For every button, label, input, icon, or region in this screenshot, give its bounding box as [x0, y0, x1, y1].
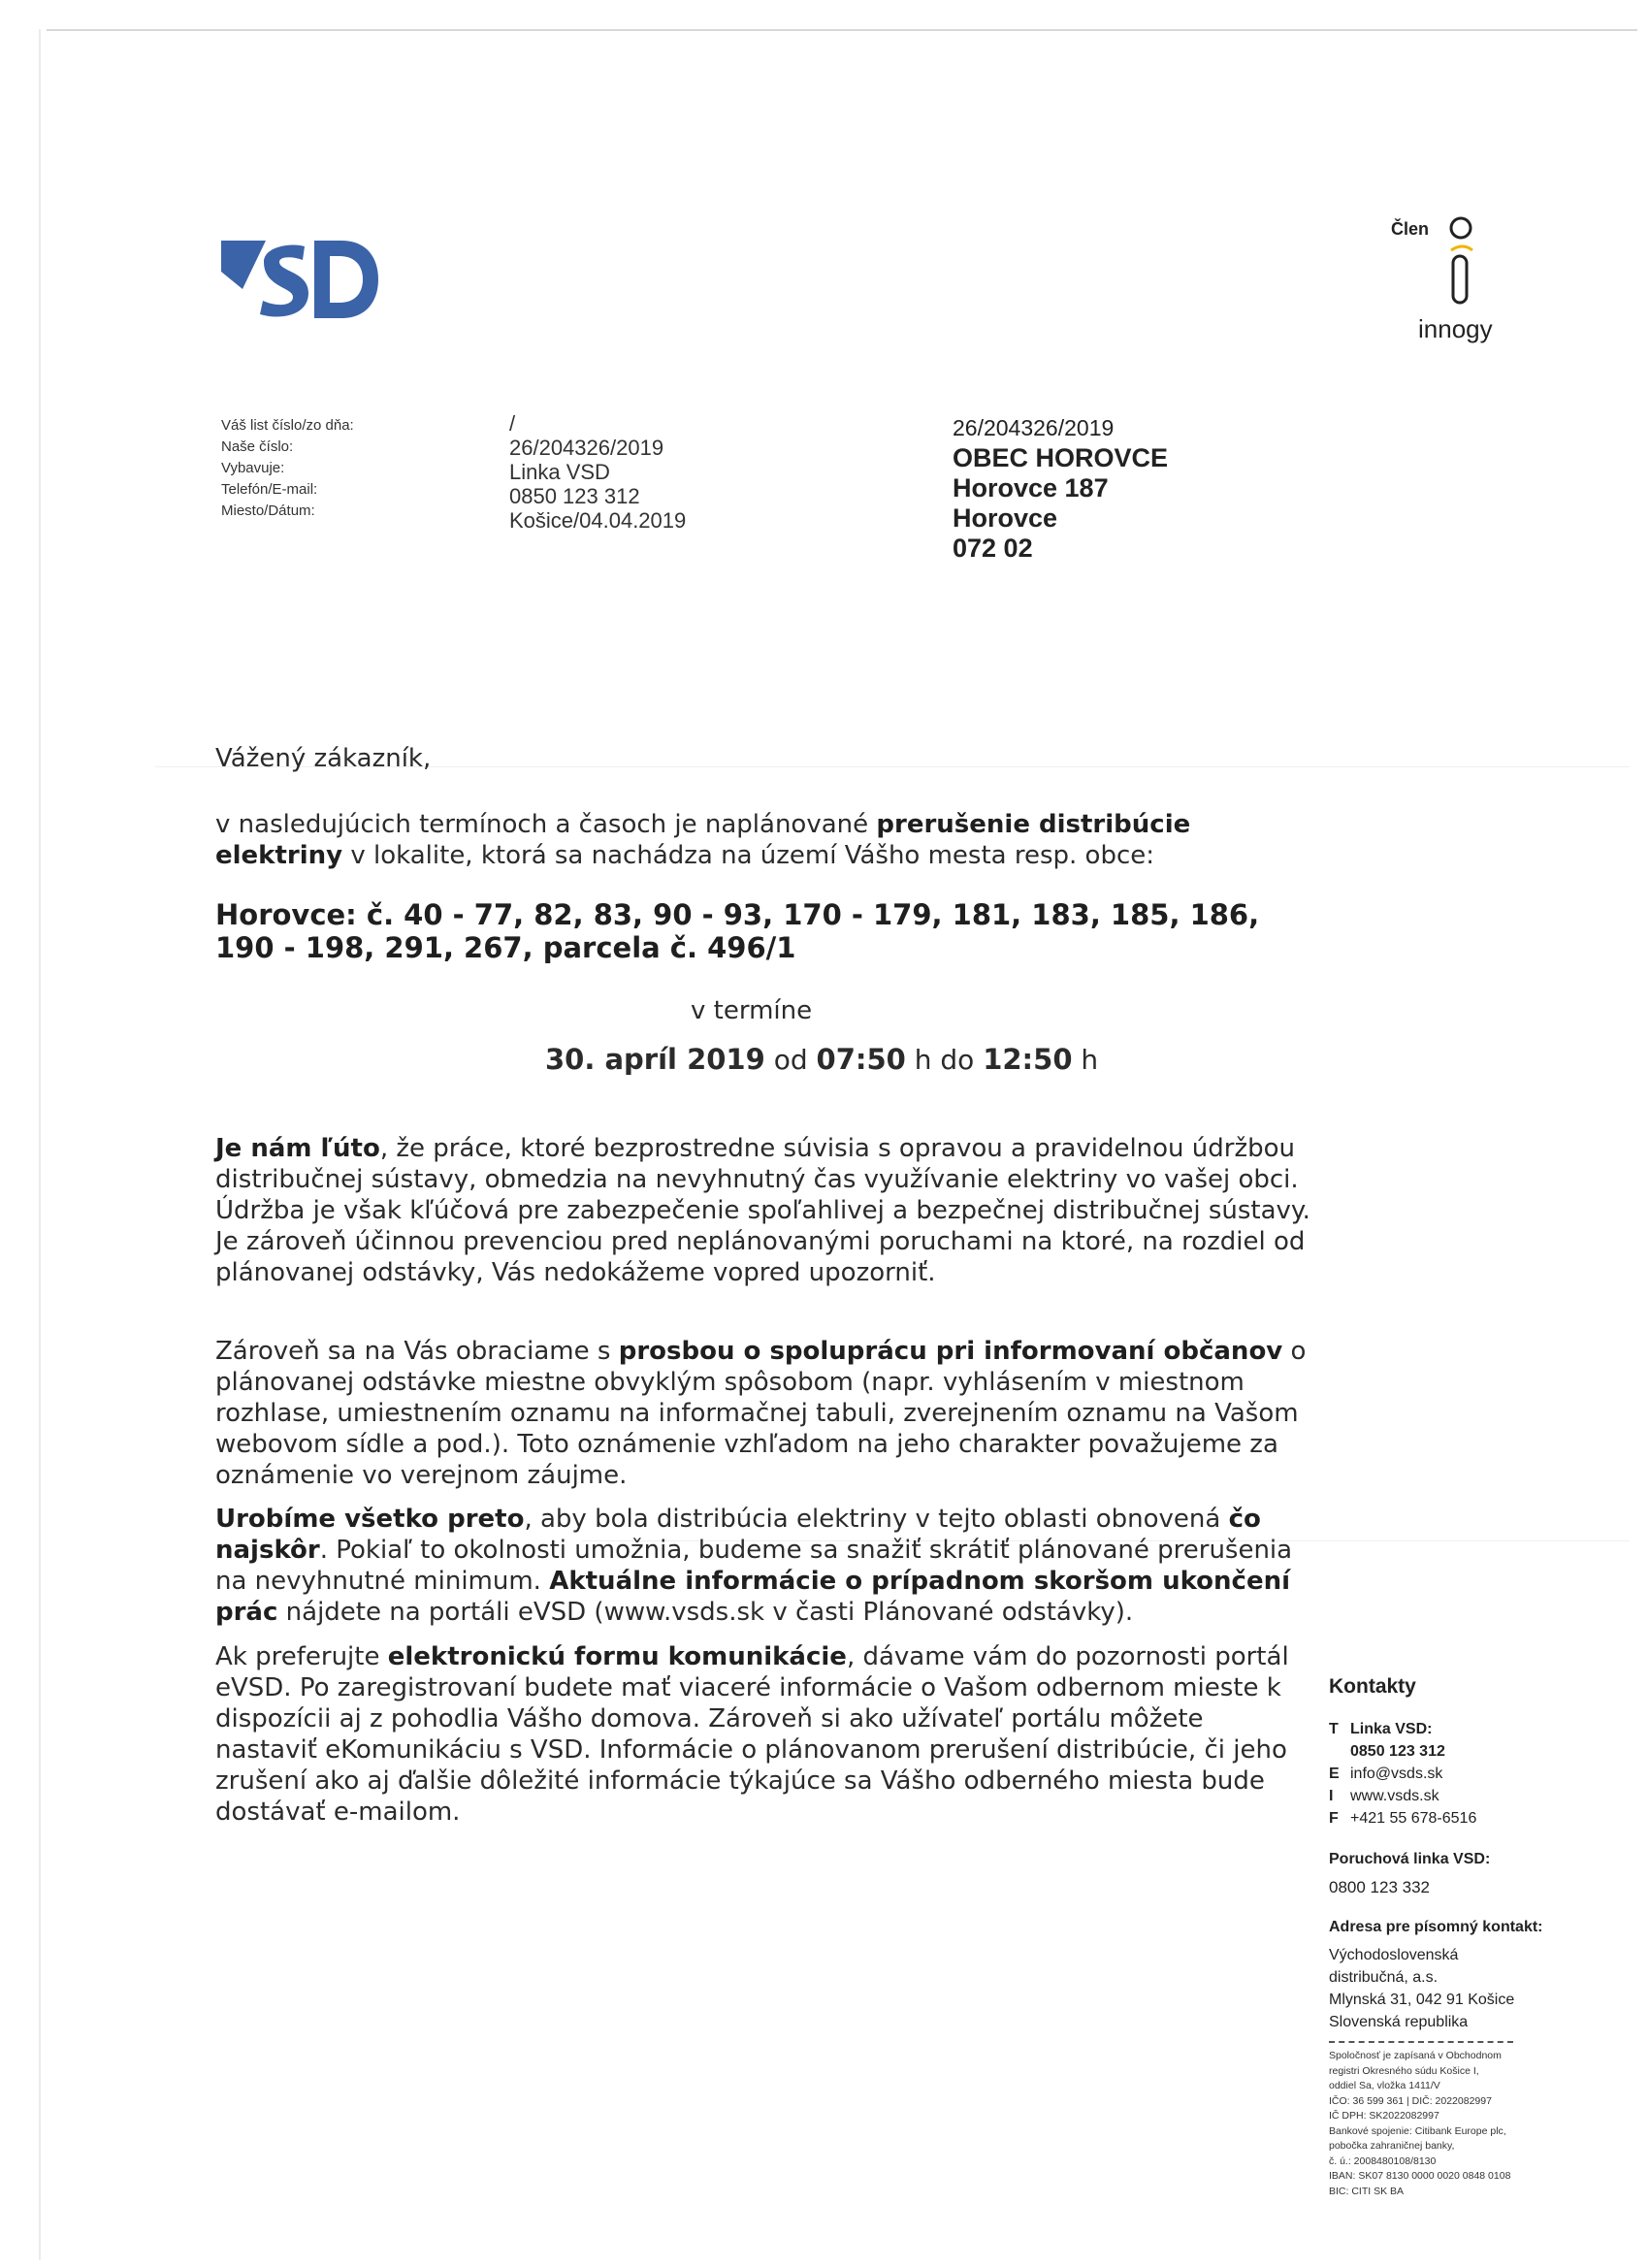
innogy-wordmark: innogy: [1418, 314, 1493, 343]
text-run: v lokalite, ktorá sa nachádza na území Vášho mesta resp. obce:: [342, 841, 1155, 870]
contact-key: I: [1329, 1788, 1334, 1804]
ref-value: Linka VSD: [509, 460, 610, 484]
text-run: , že práce, ktoré bezprostredne súvisia s opravou a pravidelnou údržbou distribučnej sústavy, obmedzia na nevyhnutný čas využívanie elektriny vo vašej obci. Údržba je však kľúčová pre zabezpečenie spoľahlivej a bezpečnej distribučnej sústavy. Je zároveň účinnou prevenciou pred neplánovanými poruchami na ktoré, na rozdiel od plánovanej odstávky, Vás nedokážeme vopred upozorniť.: [215, 1134, 1310, 1287]
legal-line: IČO: 36 599 361 | DIČ: 2022082997: [1329, 2094, 1492, 2107]
legal-line: IBAN: SK07 8130 0000 0020 0848 0108: [1329, 2170, 1511, 2182]
reference-labels: [221, 415, 354, 522]
paragraph-restore: [215, 1504, 1311, 1628]
contact-value: 0850 123 312: [1350, 1743, 1445, 1760]
recipient-name: OBEC HOROVCE: [953, 443, 1169, 472]
ref-value: 0850 123 312: [509, 484, 640, 508]
text-run: o plánovanej odstávke miestne obvyklým spôsobom (napr. vyhlásením v miestnom rozhlase, umiestnením oznamu na informačnej tabuli, zverejnením oznamu na Vašom webovom sídle a pod.). Toto oznámenie vzhľadom na jeho charakter považujeme za oznámenie vo verejnom záujme.: [215, 1337, 1307, 1490]
postal-address: [1329, 1944, 1620, 2033]
recipient-zip: 072 02: [953, 534, 1033, 563]
ref-label: Vybavuje:: [221, 460, 285, 476]
member-label: Člen: [1391, 219, 1430, 239]
recipient-address: [953, 413, 1168, 564]
text-run: v nasledujúcich termínoch a časoch je naplánované: [215, 810, 877, 839]
contact-web[interactable]: www.vsds.sk: [1350, 1788, 1439, 1804]
ref-label: Naše číslo:: [221, 438, 294, 455]
time-to: 12:50: [983, 1043, 1073, 1076]
paragraph-apology: [215, 1133, 1311, 1288]
ref-label: Váš list číslo/zo dňa:: [221, 417, 354, 434]
contact-row: [1329, 1785, 1620, 1807]
legal-line: Bankové spojenie: Citibank Europe plc,: [1329, 2124, 1506, 2137]
salutation: Vážený zákazník,: [215, 744, 432, 773]
location-list: Horovce: č. 40 - 77, 82, 83, 90 - 93, 170 - 179, 181, 183, 185, 186, 190 - 198, 291, 267, parcela č. 496/1: [215, 898, 1260, 964]
text-run: , dávame vám do pozornosti portál eVSD. Po zaregistrovaní budete mať viaceré informácie o Vašom odbernom mieste k dispozícii aj z pohodlia Vášho domova. Zároveň si ako užívateľ portálu môžete nastaviť eKomunikáciu s VSD. Informácie o plánovanom prerušení distribúcie, či jeho zrušení ako aj ďalšie dôležité informácie týkajúce sa Vášho odberného miesta bude dostávať e-mailom.: [215, 1642, 1289, 1827]
ref-value: 26/204326/2019: [509, 436, 664, 460]
text-run: , aby bola distribúcia elektriny v tejto oblasti obnovená: [524, 1505, 1229, 1534]
legal-info: [1329, 2049, 1620, 2199]
contact-key: E: [1329, 1766, 1340, 1782]
address-line: Mlynská 31, 042 91 Košice: [1329, 1992, 1515, 2008]
legal-line: IČ DPH: SK2022082997: [1329, 2110, 1439, 2122]
text-run: nájdete na portáli eVSD (www.vsds.sk v časti Plánované odstávky).: [277, 1598, 1134, 1627]
contact-value: +421 55 678-6516: [1350, 1810, 1477, 1827]
outage-date: [545, 1044, 1098, 1076]
term-label: v termíne: [691, 996, 813, 1025]
address-label: Adresa pre písomný kontakt:: [1329, 1919, 1543, 1935]
time-from: 07:50: [816, 1043, 906, 1076]
legal-line: registri Okresného súdu Košice I,: [1329, 2064, 1479, 2077]
text-run-bold: Je nám ľúto: [215, 1134, 380, 1163]
address-line: distribučná, a.s.: [1329, 1969, 1439, 1986]
contacts-title: Kontakty: [1329, 1675, 1416, 1698]
legal-line: Spoločnosť je zapísaná v Obchodnom: [1329, 2050, 1502, 2061]
vsd-logo: [221, 233, 378, 326]
ref-label: Telefón/E-mail:: [221, 481, 318, 498]
text-run: h: [1072, 1044, 1099, 1076]
contact-row: [1329, 1763, 1620, 1785]
contact-value: Linka VSD:: [1350, 1721, 1433, 1737]
text-run-bold: prerušenie distribúcie elektriny: [215, 810, 1191, 870]
ref-value: /: [509, 411, 516, 436]
text-run-bold: Urobíme všetko preto: [215, 1505, 525, 1534]
text-run: Zároveň sa na Vás obraciame s: [215, 1337, 619, 1366]
contacts-sidebar: [1329, 1675, 1620, 2199]
legal-line: pobočka zahraničnej banky,: [1329, 2140, 1455, 2152]
contact-row: [1329, 1740, 1620, 1763]
text-run: h do: [905, 1044, 984, 1076]
intro-paragraph: [215, 809, 1311, 871]
contact-key: T: [1329, 1721, 1339, 1737]
paragraph-cooperation: [215, 1336, 1311, 1491]
ref-value: Košice/04.04.2019: [509, 508, 687, 533]
contact-row: [1329, 1807, 1620, 1830]
legal-line: oddiel Sa, vložka 1411/V: [1329, 2080, 1440, 2091]
legal-line: č. ú.: 2008480108/8130: [1329, 2155, 1437, 2167]
text-run: Ak preferujte: [215, 1642, 388, 1671]
text-run-bold: čo najskôr: [215, 1505, 1261, 1565]
ref-label: Miesto/Dátum:: [221, 502, 315, 519]
text-run: od: [764, 1044, 817, 1076]
contact-row: [1329, 1718, 1620, 1740]
recipient-city: Horovce: [953, 503, 1058, 533]
recipient-street: Horovce 187: [953, 473, 1109, 502]
hotline-label: Poruchová linka VSD:: [1329, 1851, 1491, 1867]
text-run-bold: prosbou o spoluprácu pri informovaní občanov: [618, 1337, 1283, 1366]
address-line: Východoslovenská: [1329, 1947, 1459, 1963]
page-edge-top: [47, 29, 1637, 31]
text-run-bold: Aktuálne informácie o prípadnom skoršom ukončení prác: [215, 1567, 1291, 1627]
text-run-bold: elektronickú formu komunikácie: [387, 1642, 847, 1671]
legal-line: BIC: CITI SK BA: [1329, 2185, 1405, 2197]
contact-key: F: [1329, 1810, 1339, 1827]
text-run: . Pokiaľ to okolnosti umožnia, budeme sa snažiť skrátiť plánované prerušenia na nevyhnutné minimum.: [215, 1536, 1293, 1596]
address-line: Slovenská republika: [1329, 2014, 1469, 2030]
reference-values: [509, 411, 686, 533]
hotline-number: 0800 123 332: [1329, 1878, 1430, 1896]
divider: [1329, 2041, 1513, 2043]
page-edge-left: [39, 29, 41, 2260]
contact-email[interactable]: info@vsds.sk: [1350, 1766, 1443, 1782]
recipient-ref: 26/204326/2019: [953, 415, 1115, 440]
paragraph-ecommunication: [215, 1641, 1311, 1828]
date-day: 30. apríl 2019: [545, 1043, 765, 1076]
